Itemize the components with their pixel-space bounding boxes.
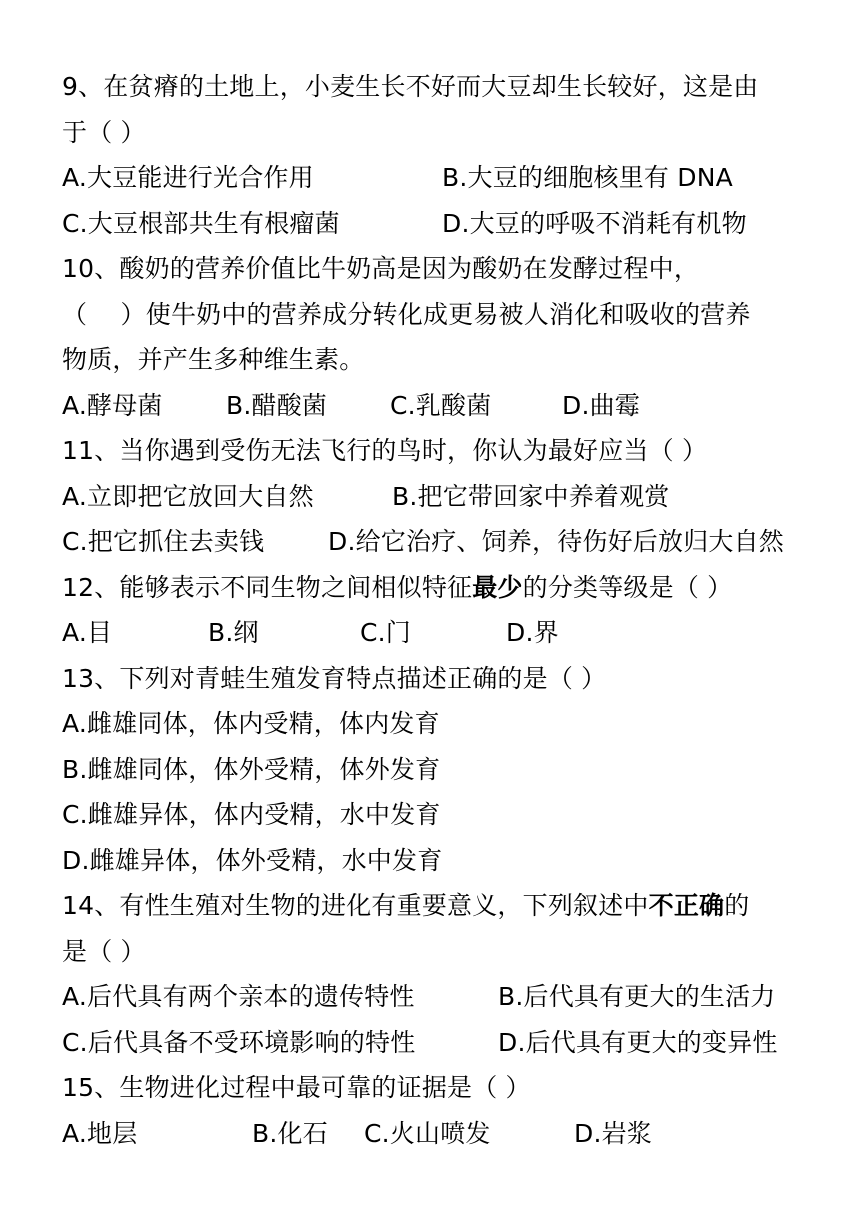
option-b: B.把它带回家中养着观赏: [392, 481, 670, 511]
option-c: C.大豆根部共生有根瘤菌: [62, 208, 340, 238]
option-a: A.目: [62, 618, 113, 647]
option-d: D.曲霉: [562, 390, 640, 420]
question-stem-line: 10、酸奶的营养价值比牛奶高是因为酸奶在发酵过程中，: [62, 254, 700, 283]
question-stem-line: 物质，并产生多种维生素。: [62, 345, 365, 374]
option-c: C.雌雄异体，体内受精，水中发育: [62, 800, 441, 829]
option-c: C.乳酸菌: [390, 390, 492, 420]
stem-text: 12、能够表示不同生物之间相似特征: [62, 572, 473, 602]
question-15: [62, 1065, 816, 1156]
options-row: [62, 201, 816, 247]
option-d: D.岩浆: [574, 1118, 652, 1148]
question-stem-line: 15、生物进化过程中最可靠的证据是（ ）: [62, 1073, 531, 1102]
option-a: A.后代具有两个亲本的遗传特性: [62, 982, 415, 1011]
option-c: C.把它抓住去卖钱: [62, 527, 265, 556]
question-stem-line: 是（ ）: [62, 936, 146, 966]
question-14: [62, 883, 816, 1065]
question-stem-line: [62, 565, 816, 611]
question-9: [62, 64, 816, 246]
option-d: D.雌雄异体，体外受精，水中发育: [62, 845, 443, 875]
question-11: [62, 428, 816, 565]
stem-emphasis: 不正确: [648, 891, 725, 920]
option-c: C.后代具备不受环境影响的特性: [62, 1027, 416, 1057]
stem-text: 的分类等级是（ ）: [522, 572, 733, 602]
question-stem-line: 13、下列对青蛙生殖发育特点描述正确的是（ ）: [62, 663, 607, 693]
question-stem-line: 于（ ）: [62, 117, 146, 147]
options-row: [62, 155, 816, 201]
question-13: [62, 656, 816, 884]
option-b: B.雌雄同体，体外受精，体外发育: [62, 754, 441, 784]
option-b: B.纲: [208, 618, 259, 647]
option-d: D.界: [506, 618, 559, 647]
question-stem-line: 11、当你遇到受伤无法飞行的鸟时，你认为最好应当（ ）: [62, 436, 708, 465]
options-row: [62, 383, 816, 429]
option-a: A.酵母菌: [62, 390, 163, 420]
options-row: [62, 1111, 816, 1157]
option-a: A.立即把它放回大自然: [62, 481, 314, 511]
question-12: [62, 565, 816, 656]
question-stem-line: [62, 883, 816, 929]
options-row: [62, 974, 816, 1020]
options-row: [62, 610, 816, 656]
option-d: D.给它治疗、饲养，待伤好后放归大自然: [328, 527, 784, 556]
stem-text: 的: [724, 891, 750, 920]
option-c: C.火山喷发: [364, 1118, 491, 1148]
option-c: C.门: [360, 618, 412, 647]
options-row: [62, 1020, 816, 1066]
question-10: [62, 246, 816, 428]
option-a: A.大豆能进行光合作用: [62, 163, 314, 192]
stem-emphasis: 最少: [472, 572, 523, 602]
option-a: A.地层: [62, 1118, 138, 1148]
options-row: [62, 474, 816, 520]
option-a: A.雌雄同体，体内受精，体内发育: [62, 709, 440, 738]
stem-text: 14、有性生殖对生物的进化有重要意义，下列叙述中: [62, 891, 649, 920]
question-stem-line: 9、在贫瘠的土地上，小麦生长不好而大豆却生长较好，这是由: [62, 72, 759, 101]
question-stem-line: （ ）使牛奶中的营养成分转化成更易被人消化和吸收的营养: [62, 299, 751, 329]
option-b: B.化石: [252, 1118, 328, 1148]
option-b: B.后代具有更大的生活力: [498, 982, 776, 1011]
option-b: B.大豆的细胞核里有 DNA: [442, 163, 733, 192]
option-d: D.后代具有更大的变异性: [498, 1027, 778, 1057]
options-row: [62, 519, 816, 565]
option-d: D.大豆的呼吸不消耗有机物: [442, 208, 747, 238]
option-b: B.醋酸菌: [226, 390, 328, 420]
